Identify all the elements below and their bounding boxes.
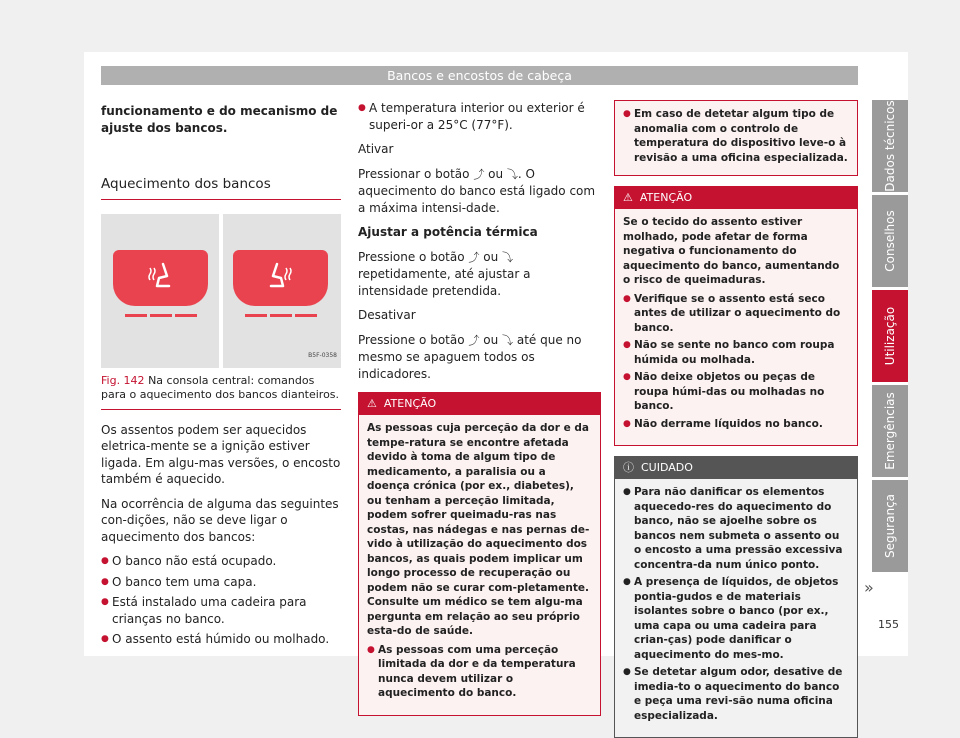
list-item: ● A temperatura interior ou exterior é superi-or a 25°C (77°F). (358, 100, 601, 133)
seat-heat-right-icon: ⤵ (502, 250, 514, 264)
seat-heating-button-left (113, 250, 208, 306)
intro-text: funcionamento e do mecanismo de ajuste dos bancos. (101, 104, 338, 135)
warning-list (367, 643, 592, 701)
adjust-title: Ajustar a potência térmica (358, 225, 538, 239)
figure-divider (219, 214, 223, 368)
paragraph: Os assentos podem ser aquecidos eletrica-mente se a ignição estiver ligada. Em algu-mas versões, o encosto também é aquecido. (101, 422, 341, 486)
warning-list (623, 292, 849, 432)
caution-body (615, 479, 857, 737)
warning-body (359, 415, 600, 715)
figure-label: Fig. 142 (101, 373, 145, 387)
deactivate-title: Desativar (358, 308, 416, 322)
figure-code: B5F-0358 (308, 352, 337, 359)
tab-emergencias[interactable] (872, 385, 908, 477)
text: . O aquecimento do banco está ligado com a máxima intensi-dade. (358, 166, 596, 215)
text: Pressione o botão (358, 249, 465, 264)
list-item: ● As pessoas com uma perceção limitada da dor e da temperatura nunca devem utilizar o aquecimento do banco. (367, 643, 592, 701)
list-item: ● O assento está húmido ou molhado. (101, 631, 341, 648)
indicator-led (125, 314, 147, 317)
text: ou (488, 166, 504, 181)
tab-utilizacao[interactable] (872, 290, 908, 382)
warning-header (615, 187, 857, 209)
list-item: ● Está instalado uma cadeira para crianças no banco. (101, 594, 341, 627)
warning-triangle-icon: ⚠ (367, 397, 377, 410)
warning-box (358, 392, 601, 716)
seat-heat-icon (267, 262, 293, 290)
continue-mark: » (864, 578, 874, 597)
text: ou (483, 332, 499, 347)
text: ou (483, 249, 499, 264)
warning-body (615, 209, 857, 445)
conditions-list-cont (358, 100, 601, 133)
warning-box-cont (614, 100, 858, 176)
warning-triangle-icon: ⚠ (623, 191, 633, 204)
list-item: ● Não se sente no banco com roupa húmida ou molhada. (623, 338, 849, 367)
warning-text: Se o tecido do assento estiver molhado, pode afetar de forma negativa o funcionamento do aquecimento do banco, aumentando o risco de queimaduras. (623, 216, 840, 286)
text: até que no mesmo se apaguem todos os indicadores. (358, 332, 582, 381)
list-item: ● Se detetar algum odor, desative de imedia-to o aquecimento do banco e peça uma revi-são numa oficina especializada. (623, 665, 849, 723)
info-circle-icon: ⓘ (623, 461, 634, 474)
indicator-led (175, 314, 197, 317)
list-item: ● Verifique se o assento está seco antes de utilizar o aquecimento do banco. (623, 292, 849, 336)
caution-box (614, 456, 858, 738)
list-item: ● Não derrame líquidos no banco. (623, 417, 849, 432)
warning-title: ATENÇÃO (639, 191, 693, 204)
seat-heat-right-icon: ⤵ (502, 333, 514, 347)
figure-caption-text: Na consola central: comandos para o aquecimento dos bancos dianteiros. (101, 373, 340, 401)
tab-conselhos[interactable] (872, 195, 908, 287)
indicator-led (245, 314, 267, 317)
list-item: ● Para não danificar os elementos aquecedo-res do aquecimento do banco, não se ajoelhe sobre os bancos nem submeta o assento ou o encosto a uma pressão excessiva concentra-da num único ponto. (623, 485, 849, 572)
seat-heating-button-right (233, 250, 328, 306)
column-right (614, 100, 858, 738)
tab-dados-tecnicos[interactable] (872, 100, 908, 192)
paragraph: Na ocorrência de alguma das seguintes con-dições, não se deve ligar o aquecimento dos bancos: (101, 496, 339, 544)
caution-header (615, 457, 857, 479)
tab-label: Segurança (883, 493, 897, 559)
list-item: ● Não deixe objetos ou peças de roupa húmi-das ou molhadas no banco. (623, 370, 849, 414)
list-item: ● Em caso de detetar algum tipo de anomalia com o controlo de temperatura do dispositivo leve-o à revisão a uma oficina especializada. (623, 107, 849, 165)
warning-title: ATENÇÃO (383, 397, 437, 410)
section-title: Aquecimento dos bancos (101, 176, 341, 200)
conditions-list (101, 553, 341, 648)
seat-heat-right-icon: ⤵ (506, 167, 518, 181)
tab-label: Dados técnicos (883, 100, 897, 192)
tab-label: Emergências (883, 392, 897, 470)
column-left (101, 103, 341, 656)
text: Pressionar o botão (358, 166, 470, 181)
list-item: ● O banco não está ocupado. (101, 553, 341, 570)
seat-heat-left-icon: ⤴ (473, 167, 485, 181)
page-header: Bancos e encostos de cabeça (101, 66, 858, 85)
activate-title: Ativar (358, 142, 394, 156)
caution-list (623, 485, 849, 723)
warning-box (614, 186, 858, 446)
caution-title: CUIDADO (641, 461, 693, 474)
page-number: 155 (878, 618, 899, 631)
seat-heat-left-icon: ⤴ (468, 333, 480, 347)
column-middle (358, 100, 601, 716)
tab-seguranca[interactable] (872, 480, 908, 572)
warning-text: As pessoas cuja perceção da dor e da tempe-ratura se encontre afetada devido à toma de algum tipo de medicamento, a paralisia ou a doença crónica (por ex., diabetes), ou tenham a perceção limitada, podem sofrer queimadu-ras nas costas, nas nádegas e nas pernas de-vido à utilização do aquecimento dos bancos, as quais podem implicar um longo processo de recuperação ou podem não se curar com-pletamente. Consulte um médico se tem algu-ma pergunta em relação ao seu próprio esta-do de saúde. (367, 422, 590, 637)
list-item: ● A presença de líquidos, de objetos pontia-gudos e de materiais isolantes sobre o banco (por ex., uma capa ou uma cadeira para crian-ças) pode danificar o aquecimento do mes-mo. (623, 575, 849, 662)
adjust-text (358, 249, 601, 300)
tab-label: Conselhos (883, 210, 897, 272)
activate-text (358, 166, 601, 217)
text: repetidamente, até ajustar a intensidade pretendida. (358, 267, 531, 298)
indicator-led (295, 314, 317, 317)
warning-list-cont (623, 107, 849, 165)
seat-heat-left-icon: ⤴ (468, 250, 480, 264)
figure-caption (101, 368, 341, 410)
text: Pressione o botão (358, 332, 465, 347)
figure-seat-heating-controls (101, 214, 341, 368)
indicator-led (270, 314, 292, 317)
tab-label: Utilização (883, 306, 897, 366)
list-item: ● O banco tem uma capa. (101, 574, 341, 591)
seat-heat-icon (147, 262, 173, 290)
warning-header (359, 393, 600, 415)
deactivate-text (358, 332, 601, 383)
indicator-led (150, 314, 172, 317)
side-tabs (872, 100, 908, 575)
